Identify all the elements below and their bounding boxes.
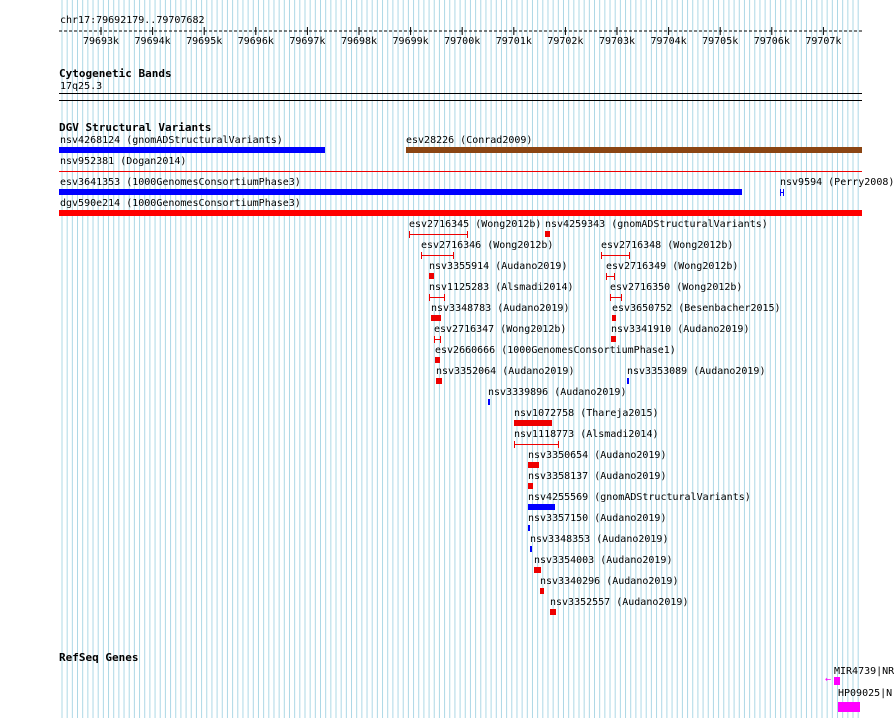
ruler-tick-label: 79694k [134, 36, 171, 47]
ruler-tick-label: 79705k [702, 36, 739, 47]
variant-span[interactable] [429, 294, 446, 301]
variant-span[interactable] [514, 441, 560, 448]
variant-label[interactable]: nsv4259343 (gnomADStructuralVariants) [545, 219, 768, 230]
variant-bar[interactable] [528, 525, 530, 531]
ruler-tick-label: 79704k [650, 36, 687, 47]
variant-label[interactable]: esv2716350 (Wong2012b) [610, 282, 743, 293]
variant-bar[interactable] [406, 147, 862, 153]
variant-bar[interactable] [59, 189, 742, 195]
variant-label[interactable]: dgv590e214 (1000GenomesConsortiumPhase3) [60, 198, 301, 209]
variant-label[interactable]: nsv3348353 (Audano2019) [530, 534, 669, 545]
variant-bar[interactable] [435, 357, 440, 363]
variant-label[interactable]: esv2716346 (Wong2012b) [421, 240, 554, 251]
ruler-tick-label: 79699k [392, 36, 429, 47]
track-separator [59, 100, 862, 101]
variant-label[interactable]: nsv3357150 (Audano2019) [528, 513, 667, 524]
track-title-cytoband[interactable]: Cytogenetic Bands [59, 67, 172, 80]
variant-label[interactable]: esv3650752 (Besenbacher2015) [612, 303, 781, 314]
variant-bar[interactable] [534, 567, 541, 573]
variant-bar[interactable] [530, 546, 532, 552]
ruler-tick-label: 79693k [82, 36, 120, 47]
variant-label[interactable]: nsv952381 (Dogan2014) [60, 156, 187, 167]
variant-bar[interactable] [59, 171, 862, 172]
variant-bar[interactable] [528, 504, 555, 510]
variant-label[interactable]: nsv1118773 (Alsmadi2014) [514, 429, 659, 440]
ruler-tick-label: 79701k [495, 36, 532, 47]
cytoband-label[interactable]: 17q25.3 [60, 81, 103, 92]
variant-label[interactable]: nsv3354003 (Audano2019) [534, 555, 673, 566]
track-title-refseq[interactable]: RefSeq Genes [59, 651, 139, 664]
variant-label[interactable]: nsv1125283 (Alsmadi2014) [429, 282, 574, 293]
variant-bar[interactable] [627, 378, 629, 384]
variant-label[interactable]: esv2716347 (Wong2012b) [434, 324, 567, 335]
variant-bar[interactable] [488, 399, 490, 405]
ruler-tick-label: 79707k [805, 36, 842, 47]
variant-span[interactable] [610, 294, 623, 301]
variant-bar[interactable] [514, 420, 552, 426]
variant-bar[interactable] [59, 210, 862, 216]
variant-bar[interactable] [431, 315, 441, 321]
variant-span[interactable] [434, 336, 442, 343]
ruler-tick-label: 79706k [753, 36, 790, 47]
strand-arrow-icon: ← [825, 674, 832, 685]
variant-label[interactable]: nsv3340296 (Audano2019) [540, 576, 679, 587]
variant-label[interactable]: nsv3352557 (Audano2019) [550, 597, 689, 608]
ruler-tick-label: 79697k [289, 36, 326, 47]
ruler-tick-label: 79700k [444, 36, 481, 47]
gene-label[interactable]: MIR4739|NR [834, 666, 894, 677]
ruler-tick-label: 79695k [186, 36, 223, 47]
variant-label[interactable]: nsv4255569 (gnomADStructuralVariants) [528, 492, 751, 503]
gene-feature[interactable] [838, 702, 860, 712]
variant-label[interactable]: esv2716348 (Wong2012b) [601, 240, 734, 251]
variant-label[interactable]: nsv3339896 (Audano2019) [488, 387, 627, 398]
variant-label[interactable]: esv2660666 (1000GenomesConsortiumPhase1) [435, 345, 676, 356]
variant-bar[interactable] [528, 483, 533, 489]
variant-span[interactable] [409, 231, 469, 238]
ruler-tick-label: 79702k [547, 36, 584, 47]
variant-span[interactable] [606, 273, 616, 280]
variant-span[interactable] [421, 252, 455, 259]
variant-label[interactable]: nsv3352064 (Audano2019) [436, 366, 575, 377]
variant-bar[interactable] [436, 378, 442, 384]
variant-label[interactable]: nsv3355914 (Audano2019) [429, 261, 568, 272]
variant-label[interactable]: nsv3353089 (Audano2019) [627, 366, 766, 377]
variant-bar[interactable] [540, 588, 544, 594]
ruler-tick-label: 79703k [598, 36, 636, 47]
variant-label[interactable]: nsv1072758 (Thareja2015) [514, 408, 659, 419]
ruler[interactable] [0, 0, 890, 50]
gene-feature[interactable] [834, 677, 840, 685]
variant-bar[interactable] [612, 315, 616, 321]
variant-label[interactable]: nsv4268124 (gnomADStructuralVariants) [60, 135, 283, 146]
variant-label[interactable]: nsv3358137 (Audano2019) [528, 471, 667, 482]
ruler-tick-label: 79698k [340, 36, 378, 47]
gene-label[interactable]: HP09025|N [838, 688, 893, 699]
variant-bar[interactable] [550, 609, 556, 615]
variant-label[interactable]: nsv3348783 (Audano2019) [431, 303, 570, 314]
variant-label[interactable]: esv28226 (Conrad2009) [406, 135, 533, 146]
ruler-tick-label: 79696k [237, 36, 274, 47]
variant-label[interactable]: nsv9594 (Perry2008) [780, 177, 894, 188]
variant-label[interactable]: nsv3341910 (Audano2019) [611, 324, 750, 335]
cytoband-line [59, 93, 862, 94]
variant-bar[interactable] [528, 462, 539, 468]
variant-bar[interactable] [59, 147, 325, 153]
variant-bar[interactable] [611, 336, 616, 342]
variant-bar[interactable] [429, 273, 434, 279]
variant-bar[interactable] [545, 231, 550, 237]
track-title-dgv[interactable]: DGV Structural Variants [59, 121, 212, 134]
variant-label[interactable]: esv3641353 (1000GenomesConsortiumPhase3) [60, 177, 301, 188]
variant-span[interactable] [601, 252, 631, 259]
variant-label[interactable]: esv2716349 (Wong2012b) [606, 261, 739, 272]
variant-label[interactable]: esv2716345 (Wong2012b) [409, 219, 542, 230]
variant-span[interactable] [780, 189, 785, 196]
variant-label[interactable]: nsv3350654 (Audano2019) [528, 450, 667, 461]
region-label: chr17:79692179..79707682 [60, 15, 205, 26]
